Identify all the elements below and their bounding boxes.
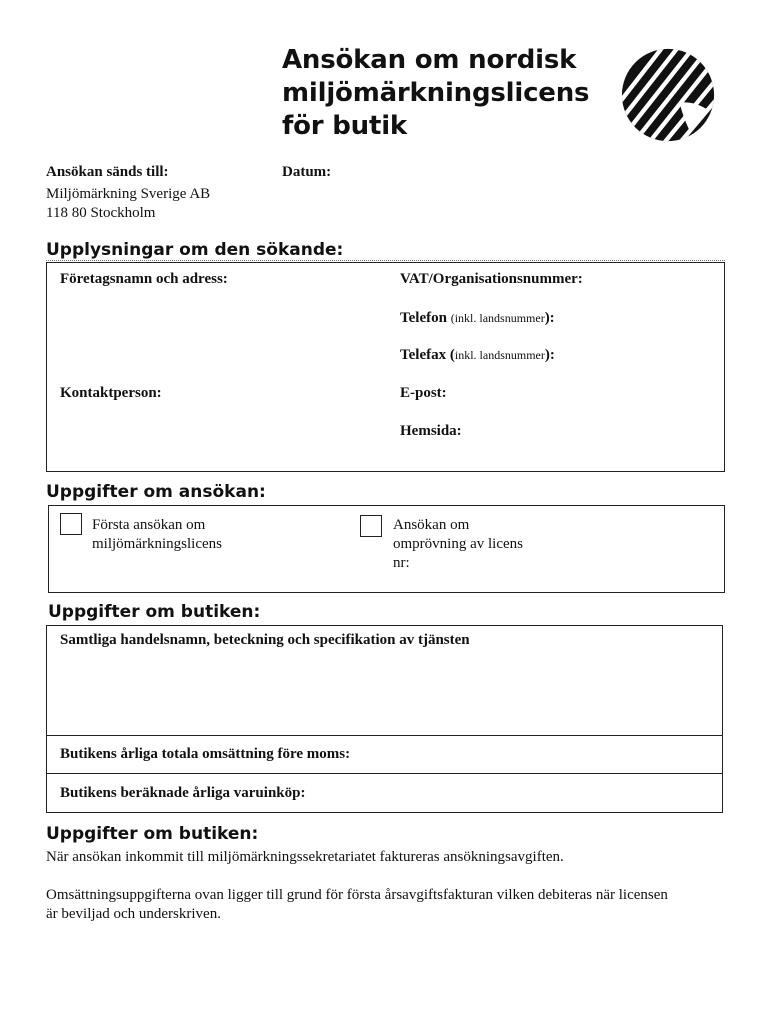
company-name-label: Företagsnamn och adress: xyxy=(60,271,228,287)
first-application-line1: Första ansökan om xyxy=(92,517,206,533)
heading-divider xyxy=(46,260,725,261)
license-review-line1: Ansökan om xyxy=(393,517,470,533)
email-label: E-post: xyxy=(400,385,447,401)
sender-address-line2: 118 80 Stockholm xyxy=(46,205,156,221)
fax-label-note: inkl. landsnummer xyxy=(454,348,545,362)
annual-turnover-label: Butikens årliga totala omsättning före moms: xyxy=(60,746,351,762)
contact-person-label: Kontaktperson: xyxy=(60,385,162,401)
date-label: Datum: xyxy=(282,164,332,180)
page-title xyxy=(282,44,589,143)
phone-label xyxy=(400,310,555,327)
title-line-3: för butik xyxy=(282,111,408,141)
license-review-line2: omprövning av licens xyxy=(393,536,523,552)
phone-label-end: ): xyxy=(544,310,555,326)
title-line-1: Ansökan om nordisk xyxy=(282,45,577,75)
title-line-2: miljömärkningslicens xyxy=(282,78,590,108)
application-heading: Uppgifter om ansökan: xyxy=(46,482,266,502)
info-paragraph-1: När ansökan inkommit till miljömärkningssekretariatet faktureras ansökningsavgiften. xyxy=(46,849,564,865)
info-paragraph-2 xyxy=(46,886,668,924)
fax-label-end: ): xyxy=(544,347,555,363)
fax-label xyxy=(400,347,555,364)
first-application-checkbox[interactable] xyxy=(60,513,82,535)
license-review-label xyxy=(393,516,523,573)
website-label: Hemsida: xyxy=(400,423,462,439)
trade-names-label: Samtliga handelsnamn, beteckning och specifikation av tjänsten xyxy=(60,632,470,648)
license-number-label: nr: xyxy=(393,555,410,571)
applicant-heading: Upplysningar om den sökande: xyxy=(46,240,344,260)
applicant-box xyxy=(46,262,725,472)
phone-label-text: Telefon xyxy=(400,310,447,326)
phone-label-note: (inkl. landsnummer xyxy=(450,311,545,325)
info-heading: Uppgifter om butiken: xyxy=(46,824,259,844)
store-divider-1 xyxy=(46,735,723,736)
first-application-line2: miljömärkningslicens xyxy=(92,536,222,552)
first-application-label xyxy=(92,516,222,554)
store-heading: Uppgifter om butiken: xyxy=(48,602,261,622)
sender-address-line1: Miljömärkning Sverige AB xyxy=(46,186,211,202)
info-paragraph-2-line1: Omsättningsuppgifterna ovan ligger till grund för första årsavgiftsfakturan vilken debiteras när licensen xyxy=(46,887,668,903)
nordic-swan-ecolabel-icon xyxy=(620,47,716,143)
license-review-checkbox[interactable] xyxy=(360,515,382,537)
send-to-label: Ansökan sänds till: xyxy=(46,164,169,180)
store-divider-2 xyxy=(46,773,723,774)
info-paragraph-2-line2: är beviljad och underskriven. xyxy=(46,906,221,922)
fax-label-text: Telefax ( xyxy=(400,347,455,363)
annual-purchases-label: Butikens beräknade årliga varuinköp: xyxy=(60,785,306,801)
vat-number-label: VAT/Organisationsnummer: xyxy=(400,271,583,287)
